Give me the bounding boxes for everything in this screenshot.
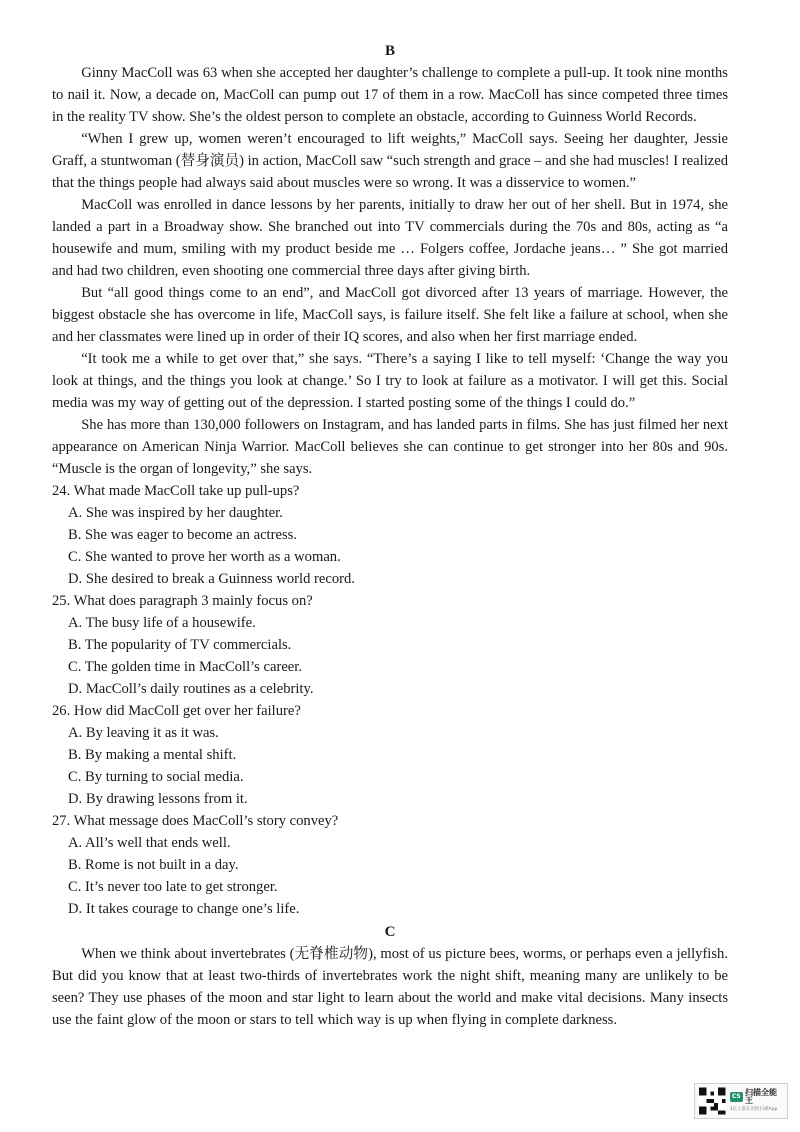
passage-paragraph: MacColl was enrolled in dance lessons by her parents, initially to draw her out of her shell. But in 1974, she landed a part in a Broadway show. She branched out into TV commercials during the 70s and 80s, acting as “a housewife and mum, smiling with my product beside me … Folgers coffee, Jordache jeans… ” She got married and had two children, even shooting one commercial three days after giving birth. — [52, 197, 728, 279]
option-c: C. The golden time in MacColl’s career. — [68, 659, 302, 675]
option-b: B. She was eager to become an actress. — [68, 527, 297, 543]
scanner-brand: 扫描全能王 — [744, 1088, 777, 1106]
option-d: D. She desired to break a Guinness world record. — [68, 571, 355, 587]
option-a: A. The busy life of a housewife. — [68, 615, 256, 631]
question-stem: 27. What message does MacColl’s story convey? — [52, 813, 339, 829]
question-26 — [52, 700, 728, 810]
option-c: C. It’s never too late to get stronger. — [68, 879, 278, 895]
option-c: C. By turning to social media. — [68, 769, 244, 785]
section-c-title: C — [384, 924, 396, 940]
scanner-tagline: 3亿人都在用的扫描App — [729, 1107, 778, 1113]
qr-code-icon — [699, 1087, 726, 1115]
section-b-title: B — [384, 43, 395, 59]
passage-paragraph: Ginny MacColl was 63 when she accepted her daughter’s challenge to complete a pull-up. It took nine months to nail it. Now, a decade on, MacColl can pump out 17 of them in a row. MacColl has since competed three times in the reality TV show. She’s the oldest person to complete an obstacle, according to Guinness World Records. — [52, 65, 728, 125]
question-stem: 25. What does paragraph 3 mainly focus on? — [52, 593, 313, 609]
section-c-passage — [52, 943, 728, 1031]
option-b: B. Rome is not built in a day. — [68, 857, 239, 873]
option-a: A. By leaving it as it was. — [68, 725, 219, 741]
option-d: D. It takes courage to change one’s life. — [68, 901, 300, 917]
camscanner-logo-icon: CS — [730, 1092, 743, 1102]
scanner-watermark — [694, 1083, 788, 1119]
option-a: A. All’s well that ends well. — [68, 835, 231, 851]
option-d: D. By drawing lessons from it. — [68, 791, 248, 807]
section-b-passage — [52, 62, 728, 480]
option-d: D. MacColl’s daily routines as a celebrity. — [68, 681, 314, 697]
passage-paragraph: “When I grew up, women weren’t encouraged to lift weights,” MacColl says. Seeing her daughter, Jessie Graff, a stuntwoman (替身演员) in action, MacColl saw “such strength and grace – and she had muscles! I realized that the things people had always said about muscles were so wrong. It was a disservice to women.” — [52, 131, 728, 191]
question-27 — [52, 810, 728, 920]
passage-paragraph: When we think about invertebrates (无脊椎动物), most of us picture bees, worms, or perhaps even a jellyfish. But did you know that at least two-thirds of invertebrates work the night shift, meaning many are unlikely to be seen? They use phases of the moon and star light to learn about the world and make vital decisions. Many insects use the faint glow of the moon or stars to tell which way is up when flying in complete darkness. — [52, 946, 728, 1028]
option-c: C. She wanted to prove her worth as a woman. — [68, 549, 341, 565]
option-b: B. The popularity of TV commercials. — [68, 637, 292, 653]
option-b: B. By making a mental shift. — [68, 747, 237, 763]
question-24 — [52, 480, 728, 590]
question-stem: 26. How did MacColl get over her failure? — [52, 703, 301, 719]
option-a: A. She was inspired by her daughter. — [68, 505, 283, 521]
passage-paragraph: “It took me a while to get over that,” she says. “There’s a saying I like to tell myself: ‘Change the way you look at things, and the things you look at change.’ So I try to look at failure as a motivator. I will get this. Social media was my way of getting out of the depression. I started posting some of the things I could do.” — [52, 351, 728, 411]
question-25 — [52, 590, 728, 700]
passage-paragraph: But “all good things come to an end”, and MacColl got divorced after 13 years of marriage. However, the biggest obstacle she has overcome in life, MacColl says, is failure itself. She felt like a failure at school, when she and her classmates were lined up in order of their IQ scores, and also when her first marriage ended. — [52, 285, 728, 345]
section-b-questions — [52, 480, 728, 920]
passage-paragraph: She has more than 130,000 followers on Instagram, and has landed parts in films. She has just filmed her next appearance on American Ninja Warrior. MacColl believes she can continue to get stronger into her 80s and 90s. “Muscle is the organ of longevity,” she says. — [52, 417, 728, 477]
exam-page — [52, 40, 728, 1031]
question-stem: 24. What made MacColl take up pull-ups? — [52, 483, 300, 499]
